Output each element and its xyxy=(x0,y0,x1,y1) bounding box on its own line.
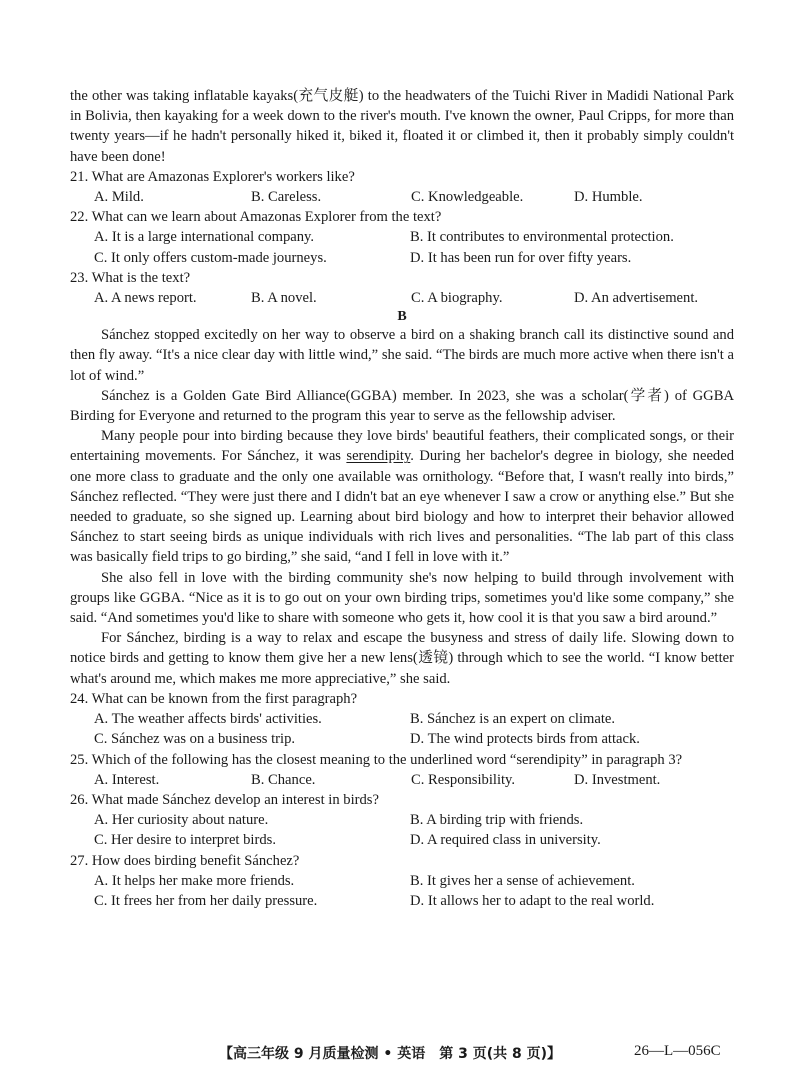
section-b-heading: B xyxy=(397,309,407,325)
paragraph-2: Sánchez is a Golden Gate Bird Alliance(GGBA) member. In 2023, she was a scholar(学者) of GGBA Birding for Everyone and returned to the program this year to serve as the fellowship adviser. xyxy=(70,387,734,425)
option-c: C. It frees her from her daily pressure. xyxy=(94,892,318,909)
option-c: C. A biography. xyxy=(411,290,503,307)
passage-a-ending: the other was taking inflatable kayaks(充气皮艇) to the headwaters of the Tuichi River in Madidi National Park in Bolivia, then kayaking for a week down to the river's mouth. I've known the owner, Paul Cripps, for more than twenty years—if he hadn't personally hiked it, biked it, floated it or climbed it, then it probably simply couldn't have been done! xyxy=(70,88,734,165)
option-d: D. Investment. xyxy=(574,771,661,788)
option-b: B. A birding trip with friends. xyxy=(410,812,584,829)
option-a: A. It is a large international company. xyxy=(94,229,315,246)
question-25 xyxy=(70,750,734,790)
paragraph-4: She also fell in love with the birding community she's now helping to build through involvement with groups like GGBA. “Nice as it is to go out on your own birding trips, sometimes you'd like some company,” she said. “And sometimes you'd like to share with someone who gets it, how cool it is that you saw a bird around.” xyxy=(70,569,734,627)
question-stem: 25. Which of the following has the closest meaning to the underlined word “serendipity” in paragraph 3? xyxy=(70,751,683,768)
option-a: A. It helps her make more friends. xyxy=(94,872,295,889)
option-a: A. Interest. xyxy=(94,771,160,788)
answer-options xyxy=(70,810,734,850)
option-b: B. It gives her a sense of achievement. xyxy=(410,872,635,889)
question-22 xyxy=(70,207,734,268)
question-stem: 23. What is the text? xyxy=(70,269,191,286)
option-b: B. Chance. xyxy=(251,771,316,788)
option-a: A. A news report. xyxy=(94,290,197,307)
option-d: D. An advertisement. xyxy=(574,290,699,307)
option-d: D. The wind protects birds from attack. xyxy=(410,731,640,748)
option-d: D. A required class in university. xyxy=(410,832,601,849)
question-26 xyxy=(70,790,734,851)
answer-options xyxy=(70,288,734,308)
paragraph-5: For Sánchez, birding is a way to relax and escape the busyness and stress of daily life. Slowing down to notice birds and getting to know them give her a new lens(透镜) through which to see the world. “I know better what's around me, which makes me more appreciative,” she said. xyxy=(70,630,734,687)
question-24 xyxy=(70,689,734,750)
footer-title: 【高三年级 9 月质量检测 • 英语 第 3 页(共 8 页)】 xyxy=(219,1046,561,1062)
option-c: C. Sánchez was on a business trip. xyxy=(94,731,296,748)
paper-code: 26—L—056C xyxy=(634,1043,721,1059)
question-stem: 26. What made Sánchez develop an interest in birds? xyxy=(70,791,379,808)
option-c: C. Responsibility. xyxy=(411,771,516,788)
option-a: A. The weather affects birds' activities. xyxy=(94,711,322,728)
option-d: D. It allows her to adapt to the real world. xyxy=(410,892,655,909)
question-stem: 24. What can be known from the first paragraph? xyxy=(70,690,358,707)
passage-b xyxy=(70,325,734,689)
option-c: C. Knowledgeable. xyxy=(411,189,524,206)
paragraph-3 xyxy=(70,426,734,567)
question-stem: 27. How does birding benefit Sánchez? xyxy=(70,852,300,869)
answer-options xyxy=(70,871,734,911)
option-c: C. Her desire to interpret birds. xyxy=(94,832,276,849)
option-a: A. Mild. xyxy=(94,189,144,206)
paragraph-3-start: Many people pour into birding because they love birds' beautiful feathers, their complicated songs, or their entertaining movements. For Sánchez, it was xyxy=(70,428,734,465)
exam-page xyxy=(70,86,734,911)
paragraph-3-end: . During her bachelor's degree in biology, she needed one more class to graduate and the only one available was ornithology. “Before that, I wasn't really into birds,” Sánchez reflected. “They were just there and I didn't bat an eye whenever I saw a crow or anything else.” But she needed to graduate, so she signed up. Learning about bird biology and how to interpret their behavior allowed Sánchez to start seeing birds as unique individuals with rich lives and personalities. “The lab part of this class was basically field trips to go birding,” she said, “and I fell in love with it.” xyxy=(70,448,734,566)
question-21 xyxy=(70,167,734,207)
question-stem: 21. What are Amazonas Explorer's workers like? xyxy=(70,168,355,185)
answer-options xyxy=(70,187,734,207)
option-b: B. Careless. xyxy=(251,189,322,206)
question-27 xyxy=(70,851,734,912)
option-d: D. It has been run for over fifty years. xyxy=(410,249,632,266)
option-b: B. Sánchez is an expert on climate. xyxy=(410,711,616,728)
page-footer xyxy=(0,1043,800,1067)
option-b: B. A novel. xyxy=(251,290,317,307)
answer-options xyxy=(70,770,734,790)
option-d: D. Humble. xyxy=(574,189,643,206)
option-a: A. Her curiosity about nature. xyxy=(94,812,269,829)
question-stem: 22. What can we learn about Amazonas Explorer from the text? xyxy=(70,209,442,226)
option-c: C. It only offers custom-made journeys. xyxy=(94,249,327,266)
question-23 xyxy=(70,268,734,308)
option-b: B. It contributes to environmental protection. xyxy=(410,229,674,246)
underlined-word: serendipity xyxy=(346,448,411,465)
paragraph-1: Sánchez stopped excitedly on her way to observe a bird on a shaking branch call its distinctive sound and then fly away. “It's a nice clear day with little wind,” she said. “The birds are much more active when there isn't a lot of wind.” xyxy=(70,327,734,384)
answer-options xyxy=(70,709,734,749)
answer-options xyxy=(70,227,734,267)
